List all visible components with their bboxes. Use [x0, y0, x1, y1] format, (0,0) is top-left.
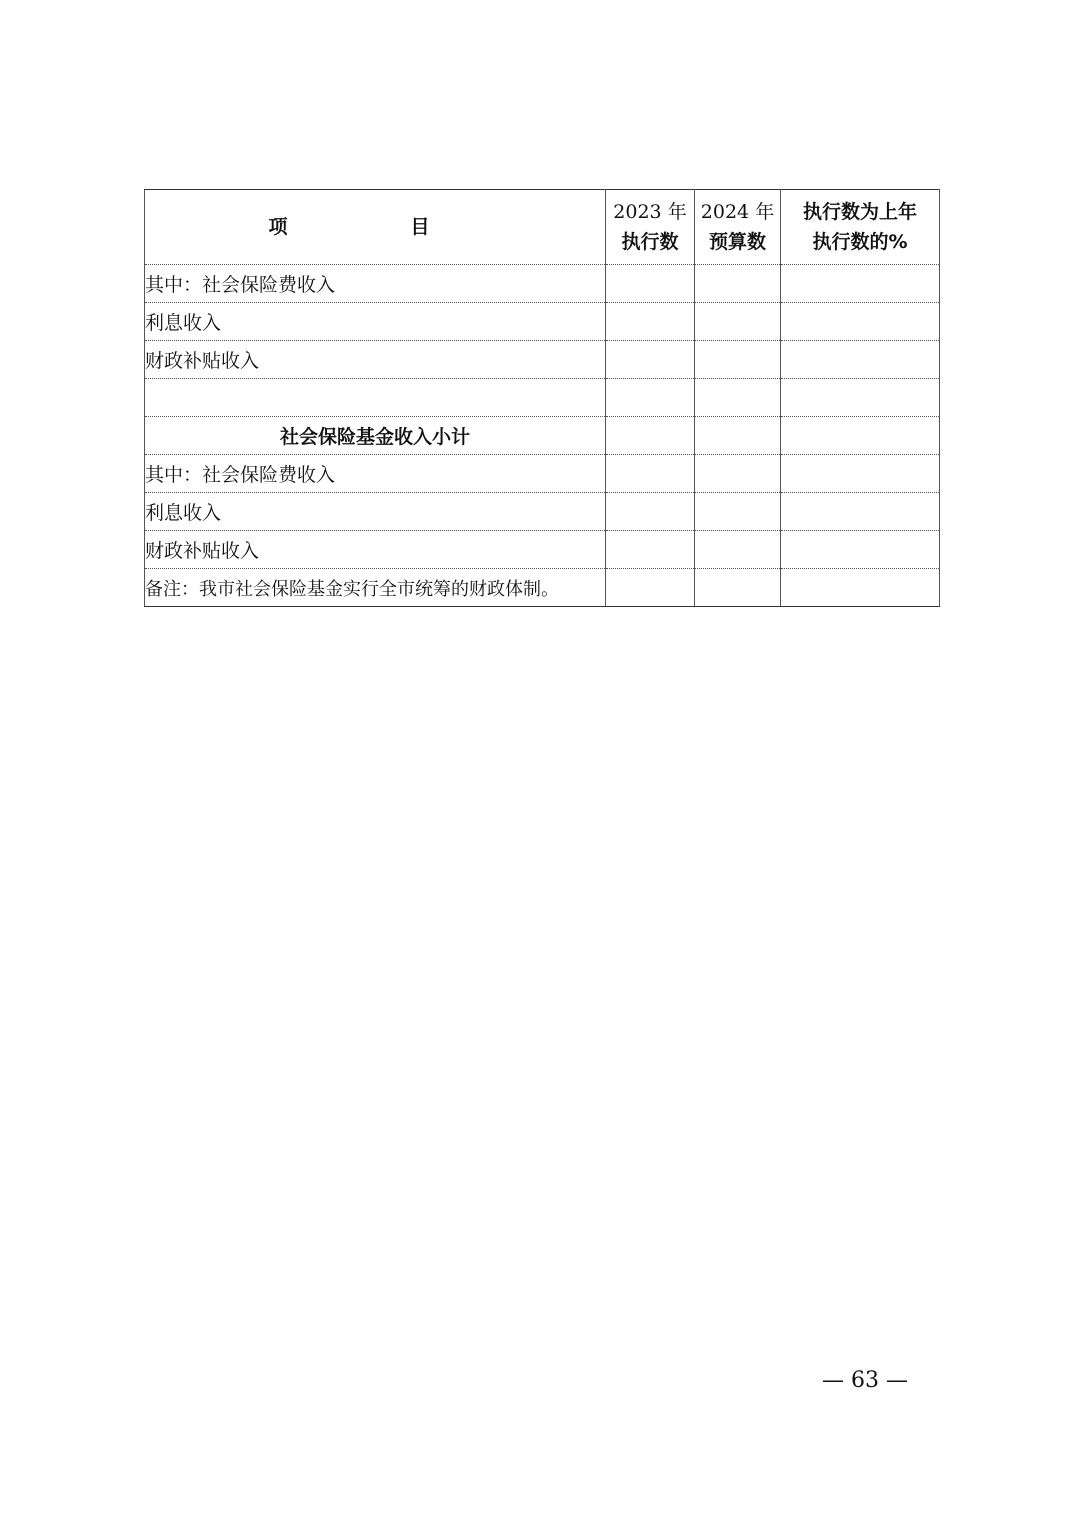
- note-empty-cell: [781, 569, 940, 607]
- row-2024-value: [695, 493, 781, 531]
- header-2023-year: 2023 年: [613, 201, 687, 223]
- row-2024-value: [695, 417, 781, 455]
- row-ratio-value: [781, 303, 940, 341]
- table-row: [145, 341, 940, 379]
- row-2023-value: [606, 455, 695, 493]
- row-label: 其中：社会保险费收入: [145, 455, 606, 493]
- page-number: — 63 —: [822, 1368, 908, 1393]
- row-2023-value: [606, 417, 695, 455]
- table-row: [145, 493, 940, 531]
- subtotal-label: 社会保险基金收入小计: [145, 417, 606, 455]
- row-2024-value: [695, 531, 781, 569]
- header-2023-actual: [606, 190, 695, 265]
- row-ratio-value: [781, 379, 940, 417]
- header-item: 项 目: [145, 190, 606, 265]
- row-label: 利息收入: [145, 493, 606, 531]
- header-ratio: [781, 190, 940, 265]
- row-2023-value: [606, 531, 695, 569]
- table-row: [145, 303, 940, 341]
- row-ratio-value: [781, 531, 940, 569]
- social-insurance-fund-table: [144, 189, 940, 607]
- note-empty-cell: [606, 569, 695, 607]
- row-label: [145, 379, 606, 417]
- row-label: 财政补贴收入: [145, 341, 606, 379]
- row-label: 财政补贴收入: [145, 531, 606, 569]
- table-row: [145, 265, 940, 303]
- header-ratio-line2: 执行数的%: [812, 231, 908, 253]
- header-2024-year: 2024 年: [700, 201, 775, 223]
- row-2024-value: [695, 379, 781, 417]
- row-ratio-value: [781, 265, 940, 303]
- row-2023-value: [606, 493, 695, 531]
- header-2023-label: 执行数: [621, 231, 679, 253]
- row-ratio-value: [781, 455, 940, 493]
- table-header-row: [145, 190, 940, 265]
- row-label: 其中：社会保险费收入: [145, 265, 606, 303]
- row-2024-value: [695, 341, 781, 379]
- row-2024-value: [695, 455, 781, 493]
- header-2024-label: 预算数: [708, 231, 766, 253]
- table-note-row: [145, 569, 940, 607]
- row-label: 利息收入: [145, 303, 606, 341]
- row-2023-value: [606, 265, 695, 303]
- row-2023-value: [606, 379, 695, 417]
- row-2024-value: [695, 303, 781, 341]
- row-ratio-value: [781, 341, 940, 379]
- table-row: [145, 379, 940, 417]
- table-row: [145, 455, 940, 493]
- row-ratio-value: [781, 417, 940, 455]
- note-empty-cell: [695, 569, 781, 607]
- header-2024-budget: [695, 190, 781, 265]
- header-ratio-line1: 执行数为上年: [802, 201, 917, 223]
- row-2023-value: [606, 341, 695, 379]
- row-ratio-value: [781, 493, 940, 531]
- table-row: [145, 531, 940, 569]
- row-2023-value: [606, 303, 695, 341]
- table-row-subtotal: [145, 417, 940, 455]
- row-2024-value: [695, 265, 781, 303]
- table-note: 备注：我市社会保险基金实行全市统筹的财政体制。: [145, 569, 606, 607]
